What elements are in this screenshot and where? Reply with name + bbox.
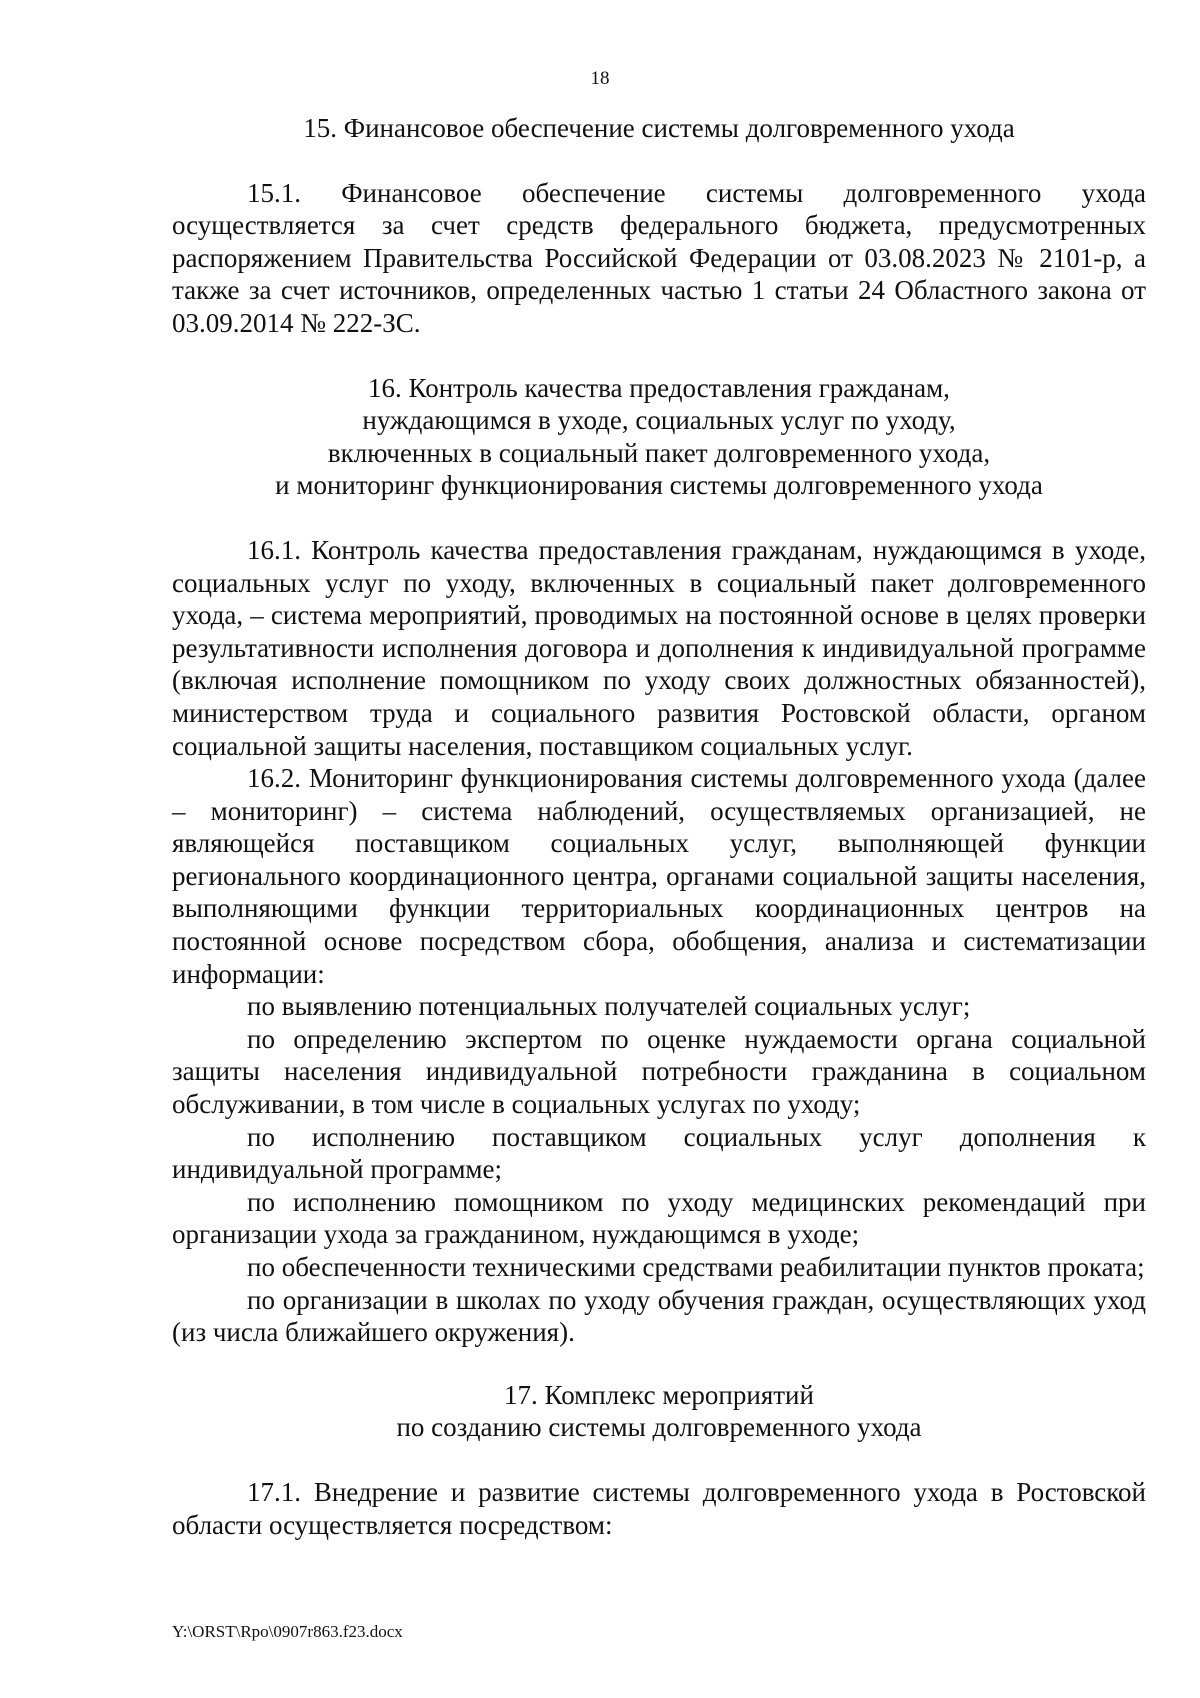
- document-body: [172, 112, 1146, 1541]
- list-item: по выявлению потенциальных получателей социальных услуг;: [247, 991, 971, 1022]
- heading-line: 16. Контроль качества предоставления гражданам,: [368, 372, 950, 403]
- file-path-footer: Y:\ORST\Rpo\0907r863.f23.docx: [172, 1622, 403, 1641]
- section-15-heading: [172, 112, 1146, 145]
- paragraph-15-1: 15.1. Финансовое обеспечение системы долговременного ухода осуществляется за счет средств федерального бюджета, предусмотренных распоряжением Правительства Российской Федерации от 03.08.2023 № 2101-р, а также за счет источников, определенных частью 1 статьи 24 Областного закона от 03.09.2014 № 222-ЗС.: [172, 177, 1146, 338]
- paragraph-16-2: 16.2. Мониторинг функционирования системы долговременного ухода (далее – мониторинг) – система наблюдений, осуществляемых организацией, не являющейся поставщиком социальных услуг, выполняющей функции регионального координационного центра, органами социальной защиты населения, выполняющими функции территориальных координационных центров на постоянной основе посредством сбора, обобщения, анализа и систематизации информации:: [172, 763, 1146, 989]
- heading-line: по созданию системы долговременного ухода: [396, 1412, 922, 1443]
- list-item: по обеспеченности техническими средствами реабилитации пунктов проката;: [247, 1252, 1145, 1282]
- heading-line: 17. Комплекс мероприятий: [504, 1379, 814, 1410]
- heading-line: нуждающимся в уходе, социальных услуг по уходу,: [362, 405, 956, 436]
- paragraph-16-1: 16.1. Контроль качества предоставления гражданам, нуждающимся в уходе, социальных услуг по уходу, включенных в социальный пакет долговременного ухода, – система мероприятий, проводимых на постоянной основе в целях проверки результативности исполнения договора и дополнения к индивидуальной программе (включая исполнение помощником по уходу своих должностных обязанностей), министерством труда и социального развития Ростовской области, органом социальной защиты населения, поставщиком социальных услуг.: [172, 534, 1146, 761]
- list-item: по организации в школах по уходу обучения граждан, осуществляющих уход (из числа ближайшего окружения).: [172, 1284, 1146, 1348]
- section-17-heading: [172, 1379, 1146, 1444]
- heading-line: 15. Финансовое обеспечение системы долговременного ухода: [303, 113, 1015, 143]
- list-item: по исполнению помощником по уходу медицинских рекомендаций при организации ухода за гражданином, нуждающимся в уходе;: [172, 1186, 1146, 1250]
- heading-line: и мониторинг функционирования системы долговременного ухода: [275, 470, 1043, 501]
- list-item: по исполнению поставщиком социальных услуг дополнения к индивидуальной программе;: [172, 1121, 1146, 1185]
- paragraph-17-1: 17.1. Внедрение и развитие системы долговременного ухода в Ростовской области осуществляется посредством:: [172, 1476, 1146, 1540]
- list-item: по определению экспертом по оценке нуждаемости органа социальной защиты населения индивидуальной потребности гражданина в социальном обслуживании, в том числе в социальных услугах по уходу;: [172, 1023, 1146, 1120]
- heading-line: включенных в социальный пакет долговременного ухода,: [327, 437, 991, 468]
- section-16-heading: [172, 372, 1146, 502]
- page-number: 18: [590, 68, 610, 89]
